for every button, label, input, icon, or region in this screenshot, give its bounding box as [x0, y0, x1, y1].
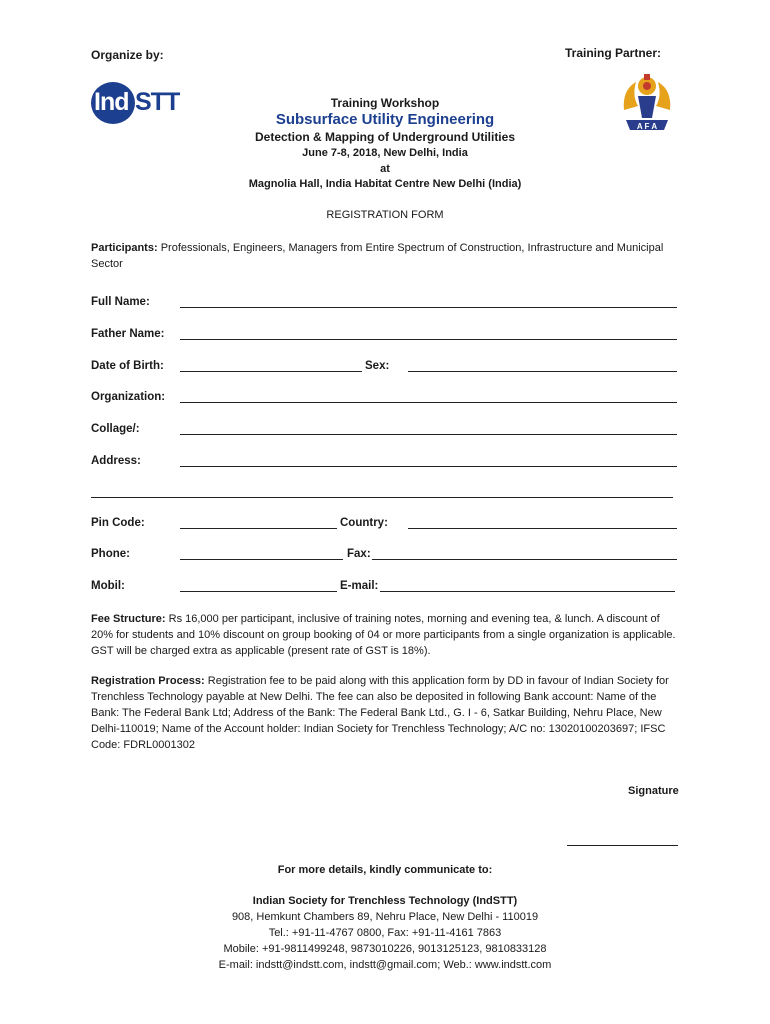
mobil-field[interactable] — [180, 591, 337, 592]
participants-text: Professionals, Engineers, Managers from Entire Spectrum of Construction, Infrastructure and Municipal Sector — [91, 242, 664, 270]
signature-label: Signature — [628, 785, 679, 797]
pin-code-field[interactable] — [180, 528, 337, 529]
fax-field[interactable] — [372, 559, 677, 560]
full-name-field[interactable] — [180, 307, 677, 308]
contact-intro: For more details, kindly communicate to: — [277, 864, 493, 876]
address-field-line-2[interactable] — [91, 497, 673, 498]
contact-address: 908, Hemkunt Chambers 89, Nehru Place, New Delhi - 110019 — [231, 911, 539, 923]
dob-label: Date of Birth: — [91, 360, 164, 372]
contact-mobile: Mobile: +91-9811499248, 9873010226, 9013125123, 9810833128 — [223, 943, 547, 955]
logo-ind-text: Ind — [94, 88, 129, 116]
contact-tel: Tel.: +91-11-4767 0800, Fax: +91-11-4161 7863 — [268, 927, 502, 939]
address-field[interactable] — [180, 466, 677, 467]
organize-label: Organize by: — [91, 48, 164, 62]
dob-field[interactable] — [180, 371, 362, 372]
college-label: Collage/: — [91, 423, 140, 435]
event-kind: Training Workshop — [330, 96, 440, 110]
sex-field[interactable] — [408, 371, 677, 372]
registration-process-text: Registration fee to be paid along with this application form by DD in favour of Indian Society for Trenchless Technology payable at New Delhi. The fee can also be deposited in following Bank account: Name of the Bank: The Federal Bank Ltd; Address of the Bank: The Federal Bank Ltd., G. I - 6, Satkar Building, Nehru Place, New Delhi-110019; Name of the Account holder: Indian Society for Trenchless Technology; A/C no: 13020100203697; IFSC Code: FDRL0001302 — [91, 675, 669, 751]
country-label: Country: — [340, 517, 388, 529]
phone-label: Phone: — [91, 548, 130, 560]
logo-stt-text: STT — [135, 88, 180, 116]
country-field[interactable] — [408, 528, 677, 529]
fee-structure-label: Fee Structure: — [91, 613, 166, 625]
fax-label: Fax: — [347, 548, 371, 560]
event-subtitle: Detection & Mapping of Underground Utilities — [255, 130, 515, 144]
participants-label: Participants: — [91, 242, 158, 254]
fee-structure-text: Rs 16,000 per participant, inclusive of training notes, morning and evening tea, & lunch. A discount of 20% for students and 10% discount on group booking of 04 or more participants from a single organization is applicable. GST will be charged extra as applicable (present rate of GST is 18%). — [91, 613, 676, 657]
afa-text: A F A — [636, 122, 658, 131]
organization-label: Organization: — [91, 391, 166, 403]
organization-field[interactable] — [180, 402, 677, 403]
father-name-field[interactable] — [180, 339, 677, 340]
registration-process-label: Registration Process: — [91, 675, 205, 687]
contact-org: Indian Society for Trenchless Technology (IndSTT) — [252, 895, 518, 907]
email-field[interactable] — [380, 591, 675, 592]
email-label: E-mail: — [340, 580, 379, 592]
training-partner-label: Training Partner: — [565, 46, 662, 60]
form-heading: REGISTRATION FORM — [326, 209, 444, 221]
event-title: Subsurface Utility Engineering — [275, 111, 495, 128]
phone-field[interactable] — [180, 559, 343, 560]
college-field[interactable] — [180, 434, 677, 435]
contact-email: E-mail: indstt@indstt.com, indstt@gmail.com; Web.: www.indstt.com — [218, 959, 552, 971]
father-name-label: Father Name: — [91, 328, 165, 340]
event-dates: June 7-8, 2018, New Delhi, India — [302, 147, 468, 159]
event-at: at — [380, 163, 390, 175]
sex-label: Sex: — [365, 360, 390, 372]
mobil-label: Mobil: — [91, 580, 125, 592]
event-venue: Magnolia Hall, India Habitat Centre New Delhi (India) — [248, 178, 522, 190]
pin-code-label: Pin Code: — [91, 517, 145, 529]
signature-field[interactable] — [567, 845, 678, 846]
registration-process-paragraph — [91, 673, 681, 753]
participants-paragraph — [91, 240, 681, 272]
full-name-label: Full Name: — [91, 296, 150, 308]
address-label: Address: — [91, 455, 141, 467]
fee-structure-paragraph — [91, 611, 681, 659]
